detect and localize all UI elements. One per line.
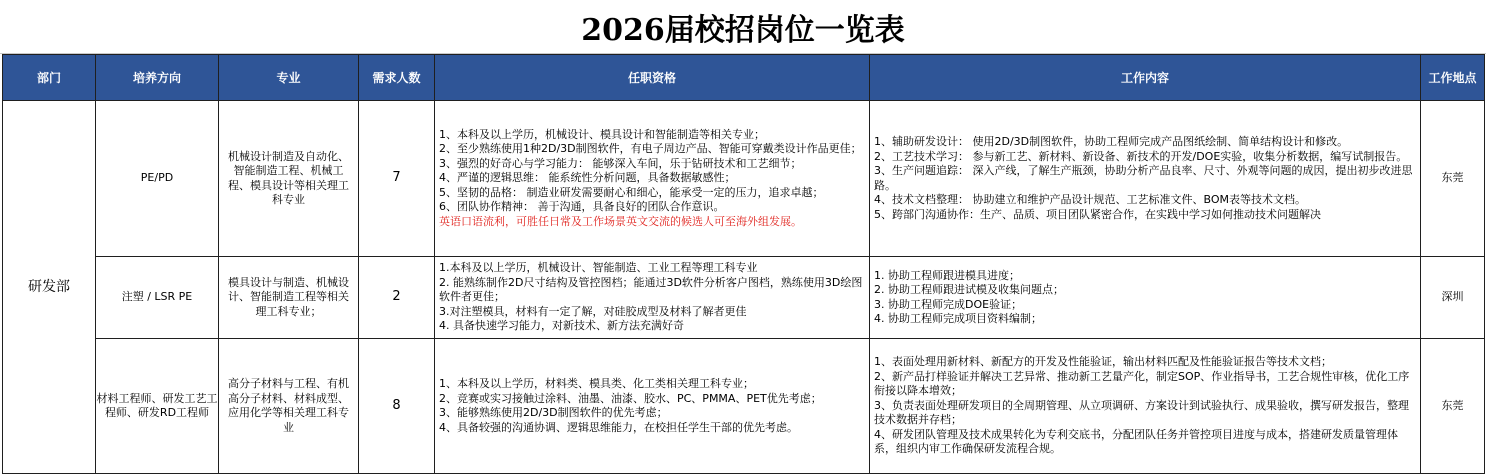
location-cell: 深圳	[1421, 257, 1485, 339]
table-row	[3, 339, 1485, 474]
direction-cell: PE/PD	[96, 101, 219, 257]
qualification-item: 4、具备较强的沟通协调、逻辑思维能力，在校担任学生干部的优先考虑。	[439, 420, 798, 434]
count-cell: 7	[359, 101, 435, 257]
work-item: 3、生产问题追踪： 深入产线，了解生产瓶颈，协助分析产品良率、尺寸、外观等问题的成因，提出初步改进思路。	[874, 164, 1413, 192]
header-location: 工作地点	[1421, 55, 1485, 101]
count-cell: 2	[359, 257, 435, 339]
work-item: 1、辅助研发设计： 使用2D/3D制图软件，协助工程师完成产品图纸绘制、简单结构设计和修改。	[874, 135, 1349, 148]
department-cell: 研发部	[3, 101, 96, 474]
major-cell: 机械设计制造及自动化、智能制造工程、机械工程、模具设计等相关理工科专业	[219, 101, 359, 257]
work-item: 2. 协助工程师跟进试模及收集问题点；	[874, 283, 1064, 296]
qualification-cell	[435, 101, 870, 257]
location-cell: 东莞	[1421, 101, 1485, 257]
work-item: 3、负责表面处理研发项目的全周期管理、从立项调研、方案设计到试验执行、成果验收，撰写研发报告，整理技术数据并存档；	[874, 398, 1409, 427]
qualification-item: 5、坚韧的品格： 制造业研发需要耐心和细心，能承受一定的压力，追求卓越；	[439, 185, 824, 199]
major-cell: 高分子材料与工程、有机高分子材料、材料成型、应用化学等相关理工科专业	[219, 339, 359, 474]
qualification-item: 3、强烈的好奇心与学习能力： 能够深入车间，乐于钻研技术和工艺细节；	[439, 156, 802, 170]
header-major: 专业	[219, 55, 359, 101]
header-work: 工作内容	[870, 55, 1421, 101]
table-row	[3, 257, 1485, 339]
qualification-item: 4、严谨的逻辑思维： 能系统性分析问题，具备数据敏感性；	[439, 171, 736, 185]
work-item: 5、跨部门沟通协作：生产、品质、项目团队紧密合作，在实践中学习如何推动技术问题解决	[874, 207, 1321, 221]
qualification-item: 6、团队协作精神： 善于沟通，具备良好的团队合作意识。	[439, 200, 725, 214]
work-cell	[870, 339, 1421, 474]
work-item: 4. 协助工程师完成项目资料编制；	[874, 312, 1042, 325]
table-row	[3, 101, 1485, 257]
qualification-item: 1、本科及以上学历，材料类、模具类、化工类相关理工科专业；	[439, 377, 754, 390]
qualification-item: 1.本科及以上学历，机械设计、智能制造、工业工程等理工科专业	[439, 261, 758, 275]
table-header-row	[3, 55, 1485, 101]
work-cell	[870, 101, 1421, 257]
work-item: 4、研发团队管理及技术成果转化为专利交底书，分配团队任务并管控项目进度与成本，搭建研发质量管理体系，组织内审工作确保研发流程合规。	[874, 427, 1398, 456]
direction-cell: 材料工程师、研发工艺工程师、研发RD工程师	[96, 339, 219, 474]
work-item: 4、技术文档整理： 协助建立和维护产品设计规范、工艺标准文件、BOM表等技术文档。	[874, 193, 1306, 206]
qualification-item: 2、竞赛或实习接触过涂料、油墨、油漆、胶水、PC、PMMA、PET优先考虑；	[439, 391, 822, 405]
header-count: 需求人数	[359, 55, 435, 101]
work-item: 3. 协助工程师完成DOE验证；	[874, 297, 1023, 311]
work-item: 2、工艺技术学习： 参与新工艺、新材料、新设备、新技术的开发/DOE实验，收集分析数据，编写试制报告。	[874, 149, 1408, 163]
page-title: 2026届校招岗位一览表	[0, 0, 1486, 54]
qualification-item: 4. 具备快速学习能力，对新技术、新方法充满好奇	[439, 319, 684, 333]
location-cell: 东莞	[1421, 339, 1485, 474]
qualification-cell	[435, 257, 870, 339]
qualification-item: 3.对注塑模具，材料有一定了解，对硅胶成型及材料了解者更佳	[439, 304, 747, 318]
work-item: 2、新产品打样验证并解决工艺异常、推动新工艺量产化，制定SOP、作业指导书，工艺合规性审核，优化工序衔接以降本增效；	[874, 369, 1410, 398]
header-dept: 部门	[3, 55, 96, 101]
positions-table	[2, 54, 1485, 474]
header-qualification: 任职资格	[435, 55, 870, 101]
count-cell: 8	[359, 339, 435, 474]
qualification-cell	[435, 339, 870, 474]
work-cell	[870, 257, 1421, 339]
qualification-item: 3、能够熟练使用2D/3D制图软件的优先考虑；	[439, 406, 668, 419]
header-direction: 培养方向	[96, 55, 219, 101]
work-item: 1. 协助工程师跟进模具进度；	[874, 268, 1020, 282]
work-item: 1、表面处理用新材料、新配方的开发及性能验证，输出材料匹配及性能验证报告等技术文档；	[874, 355, 1332, 369]
direction-cell: 注塑 / LSR PE	[96, 257, 219, 339]
qualification-item: 2. 能熟练制作2D尺寸结构及管控图档；能通过3D软件分析客户图档，熟练使用3D绘图软件者更佳；	[439, 275, 863, 304]
qualification-item: 1、本科及以上学历，机械设计、模具设计和智能制造等相关专业；	[439, 127, 765, 141]
major-cell: 模具设计与制造、机械设计、智能制造工程等相关理工科专业；	[219, 257, 359, 339]
qualification-note: 英语口语流利，可胜任日常及工作场景英文交流的候选人可至海外组发展。	[439, 214, 802, 228]
qualification-item: 2、至少熟练使用1种2D/3D制图软件，有电子周边产品、智能可穿戴类设计作品更佳；	[439, 142, 862, 156]
